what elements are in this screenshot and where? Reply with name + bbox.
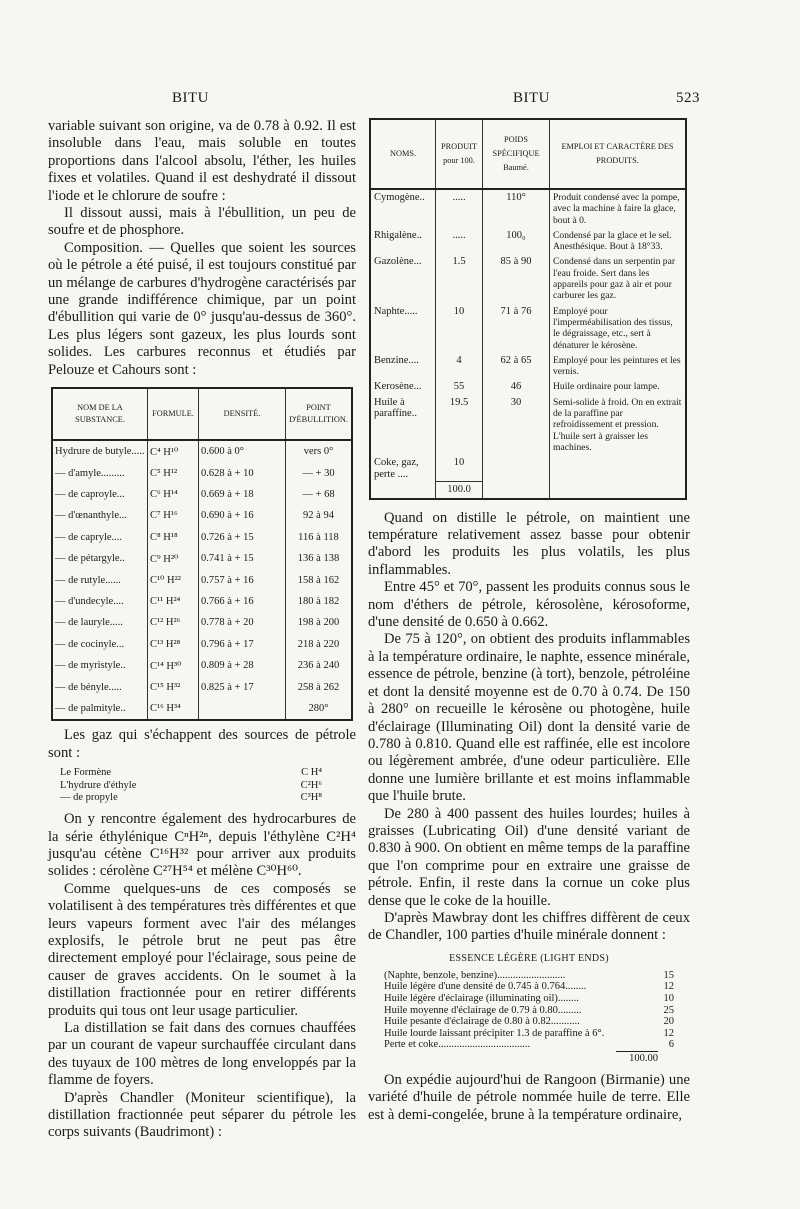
essence-value: 6	[668, 1039, 674, 1051]
paragraph: D'après Chandler (Moniteur scientifique), la distillation fractionnée peut séparer du pétrole les corps suivants (Baudrimont) :	[48, 1089, 356, 1141]
table-cell: Produit condensé avec la pompe, avec la machine à faire la glace, bout à 0.	[553, 192, 680, 226]
table-cell: Benzine....	[370, 353, 436, 380]
table-cell: 258 à 262	[297, 681, 340, 693]
table-cell: 158 à 162	[297, 574, 340, 586]
table-cell: Kerosène...	[370, 379, 436, 394]
table-cell: 0.690 à + 16	[199, 505, 286, 526]
paragraph: Quand on distille le pétrole, on maintient une température relativement assez basse pour obtenir d'abord les produits les plus volatils, les plus inflammables.	[368, 509, 690, 578]
gas-item	[60, 792, 322, 805]
paragraph: Il dissout aussi, mais à l'ébullition, un peu de soufre et de phosphore.	[48, 205, 356, 239]
table-cell: C⁴ H¹⁰	[148, 440, 199, 462]
table-cell	[370, 482, 436, 499]
gas-name: — de propyle	[60, 792, 118, 804]
table-row	[52, 527, 352, 548]
table-cell: 71 à 76	[483, 304, 550, 353]
table-body	[52, 440, 352, 720]
table-cell: — d'amyle.........	[52, 462, 148, 483]
table-row	[52, 440, 352, 462]
table-cell: 0.726 à + 15	[199, 527, 286, 548]
table-cell	[199, 698, 286, 720]
table-row	[370, 228, 686, 255]
paragraph: On y rencontre également des hydrocarbures de la série éthylénique CⁿH²ⁿ, depuis l'éthylène C²H⁴ jusqu'au cétène C¹⁶H³² pour arriver aux produits solides : cérolène C²⁷H⁵⁴ et mélène C³⁰H⁶⁰.	[48, 811, 356, 880]
paragraph: Comme quelques-uns de ces composés se volatilisent à des températures très différentes et que leurs vapeurs forment avec l'air des mélanges explosifs, le pétrole brut ne peut pas être directement employé pour l'éclairage, sous peine de causer de graves accidents. On le soumet à la distillation fractionnée pour en retirer différents produits qui tous ont leur usage particulier.	[48, 880, 356, 1019]
essence-label: Huile légère d'une densité de 0.745 à 0.764........	[384, 981, 587, 993]
table-cell: 0.757 à + 16	[199, 569, 286, 590]
table-body	[370, 189, 686, 499]
table-cell: 0.600 à 0°	[199, 440, 286, 462]
right-column	[368, 118, 690, 1124]
table-cell: 0.766 à + 16	[199, 591, 286, 612]
table-cell: 236 à 240	[297, 660, 340, 672]
running-head-right: BITU	[513, 90, 550, 106]
table-cell: C¹⁶ H³⁴	[148, 698, 199, 720]
paragraph: variable suivant son origine, va de 0.78 à 0.92. Il est insoluble dans l'eau, mais soluble en toutes proportions dans l'alcool absolu, l'éther, les huiles fixes et volatiles. Quand il est deshydraté il dissout l'iode et le chlorure de soufre :	[48, 118, 356, 204]
table-cell: .....	[436, 189, 483, 228]
essence-value: 25	[663, 1004, 674, 1016]
table-cell: 110°	[483, 189, 550, 228]
essence-item	[384, 1016, 674, 1028]
table-cell: — d'œnanthyle...	[52, 505, 148, 526]
essence-item	[384, 970, 674, 982]
running-head-left: BITU	[172, 90, 209, 106]
table-cell: 4	[436, 353, 483, 380]
table-row	[370, 254, 686, 303]
paragraph: D'après Mawbray dont les chiffres diffèrent de ceux de Chandler, 100 parties d'huile minérale donnent :	[368, 909, 690, 944]
gas-formula: C²H⁶	[300, 779, 322, 791]
table-cell: C¹⁵ H³²	[148, 676, 199, 697]
table-row	[370, 395, 686, 455]
table-total: 100.0	[436, 482, 483, 499]
table-cell: 0.825 à + 17	[199, 676, 286, 697]
table-cell	[483, 482, 550, 499]
gas-formula: C³H⁸	[300, 792, 322, 804]
essence-value: 12	[663, 981, 674, 993]
table-cell: C¹⁴ H³⁰	[148, 655, 199, 676]
paragraph: Les gaz qui s'échappent des sources de pétrole sont :	[48, 727, 356, 761]
table-cell: 19.5	[436, 395, 483, 455]
table-header: EMPLOI ET CARACTÈRE DES PRODUITS.	[550, 119, 687, 189]
essence-item	[384, 981, 674, 993]
table-cell: Condensé par la glace et le sel. Anesthésique. Bout à 18°33.	[553, 229, 672, 253]
table-row	[52, 548, 352, 569]
table-cell: .....	[436, 228, 483, 255]
table-row	[52, 462, 352, 483]
table-cell: — de cocinyle...	[52, 634, 148, 655]
table-cell: 10	[436, 455, 483, 482]
table-cell: C¹² H²⁶	[148, 612, 199, 633]
page-number: 523	[676, 90, 700, 106]
table-cell: C⁵ H¹²	[148, 462, 199, 483]
table-cell: vers 0°	[303, 446, 334, 458]
essence-label: Huile pesante d'éclairage de 0.80 à 0.82...........	[384, 1016, 580, 1028]
table-cell: C⁶ H¹⁴	[148, 484, 199, 505]
paragraph: La distillation se fait dans des cornues chauffées par un courant de vapeur surchauffée circulant dans des tuyaux de 100 mètres de long enveloppés par la flamme de foyers.	[48, 1019, 356, 1089]
table-cell: Employé pour les peintures et les vernis.	[553, 354, 681, 378]
table-header: POIDS SPÉCIFIQUE Baumé.	[483, 119, 550, 189]
left-column	[48, 118, 356, 1142]
essence-value: 20	[663, 1016, 674, 1028]
table-cell: 0.628 à + 10	[199, 462, 286, 483]
table-cell: — + 30	[302, 467, 335, 479]
gas-item	[60, 780, 322, 793]
table-row	[52, 505, 352, 526]
table-cell: Gazolène...	[370, 254, 436, 303]
paragraph: On expédie aujourd'hui de Rangoon (Birmanie) une variété d'huile de pétrole nommée huile de terre. Elle est à demi-congelée, brune à la température ordinaire,	[368, 1071, 690, 1123]
essence-label: Huile lourde laissant précipiter 1.3 de paraffine à 6°.	[384, 1027, 605, 1039]
table-cell: 92 à 94	[303, 510, 334, 522]
table-cell: — de pétargyle..	[52, 548, 148, 569]
hydrocarbon-table	[51, 387, 353, 721]
essence-value: 10	[663, 992, 674, 1004]
essence-item	[384, 1039, 674, 1051]
table-cell: 136 à 138	[297, 553, 340, 565]
table-cell: 0.741 à + 15	[199, 548, 286, 569]
table-cell: C⁸ H¹⁸	[148, 527, 199, 548]
paragraph: De 280 à 400 passent des huiles lourdes; huiles à graisses (Lubricating Oil) d'une densité variant de 0.830 à 900. On obtient en même temps de la paraffine que l'on comprime pour en extraire une graisse de pétrole. Enfin, il reste dans la cornue un coke plus dense que le coke de la houille.	[368, 805, 690, 909]
table-cell: 10	[436, 304, 483, 353]
table-cell: 0.669 à + 18	[199, 484, 286, 505]
table-cell: — de rutyle......	[52, 569, 148, 590]
table-row	[370, 353, 686, 380]
table-header: POINT D'ÉBULLITION.	[286, 388, 353, 440]
table-row	[52, 569, 352, 590]
table-cell	[483, 455, 550, 482]
table-header: NOM DE LA SUBSTANCE.	[52, 388, 148, 440]
essence-total: 100.00	[616, 1051, 658, 1064]
essence-item	[384, 993, 674, 1005]
table-cell: Employé pour l'imperméabilisation des tissus, le dégraissage, etc., sert à dénaturer le kérosène.	[553, 305, 673, 351]
table-cell	[550, 482, 687, 499]
table-cell: 0.809 à + 28	[199, 655, 286, 676]
table-cell: 62 à 65	[483, 353, 550, 380]
table-cell: — + 68	[302, 489, 335, 501]
table-cell: C¹⁰ H²²	[148, 569, 199, 590]
table-cell: C⁹ H²⁰	[148, 548, 199, 569]
table-cell: 1.5	[436, 254, 483, 303]
essence-value: 15	[663, 969, 674, 981]
essence-label: Perte et coke...................................	[384, 1039, 531, 1051]
table-header: DENSITÉ.	[199, 388, 286, 440]
table-cell: 180 à 182	[297, 596, 340, 608]
table-cell: 55	[436, 379, 483, 394]
table-row	[52, 591, 352, 612]
table-cell: Semi-solide à froid. On en extrait de la paraffine par refroidissement et pression. L'huile sert à graisser les machines.	[553, 396, 682, 453]
table-row	[370, 189, 686, 228]
table-row	[52, 484, 352, 505]
table-cell: — de caproyle...	[52, 484, 148, 505]
essence-label: Huile légère d'éclairage (illuminating oil)........	[384, 992, 579, 1004]
table-cell: 0.796 à + 17	[199, 634, 286, 655]
table-cell: — de capryle....	[52, 527, 148, 548]
table-cell: 30	[483, 395, 550, 455]
table-cell: 46	[483, 379, 550, 394]
table-cell: 280°	[308, 702, 329, 714]
table-cell: — d'undecyle....	[52, 591, 148, 612]
table-cell: Huile à paraffine..	[370, 395, 436, 455]
essence-title: ESSENCE LÉGÈRE (LIGHT ENDS)	[449, 952, 609, 964]
table-cell: 100₀	[483, 228, 550, 255]
table-cell: C⁷ H¹⁶	[148, 505, 199, 526]
table-cell: 218 à 220	[297, 638, 340, 650]
table-cell: 116 à 118	[298, 531, 339, 543]
table-cell: — de palmityle..	[52, 698, 148, 720]
essence-item	[384, 1028, 674, 1040]
table-cell: Rhigalène..	[370, 228, 436, 255]
gas-list	[60, 767, 322, 805]
table-cell	[550, 455, 687, 482]
table-cell: C¹³ H²⁸	[148, 634, 199, 655]
table-row	[52, 612, 352, 633]
essence-label: Huile moyenne d'éclairage de 0.79 à 0.80.........	[384, 1004, 582, 1016]
table-cell: Coke, gaz, perte ....	[370, 455, 436, 482]
gas-name: L'hydrure d'éthyle	[60, 779, 137, 791]
table-cell: C¹¹ H²⁴	[148, 591, 199, 612]
paragraph: Composition. — Quelles que soient les sources où le pétrole a été puisé, il est toujours constitué par un mélange de carbures d'hydrogène caractérisés par une grande indifférence chimique, par un point d'ébullition qui varie de 0° jusqu'au-dessus de 360°. Les plus légers sont gazeux, les plus lourds sont solides. Les carbures reconnus et étudiés par Pelouze et Cahours sont :	[48, 239, 356, 378]
essence-label: (Naphte, benzole, benzine)..........................	[384, 969, 566, 981]
table-cell: 198 à 200	[297, 617, 340, 629]
table-cell: — de myristyle..	[52, 655, 148, 676]
table-row	[52, 676, 352, 697]
table-cell: Cymogène..	[370, 189, 436, 228]
table-row	[370, 304, 686, 353]
table-row	[52, 698, 352, 720]
table-header: NOMS.	[370, 119, 436, 189]
table-total-row	[370, 482, 686, 499]
table-header: FORMULE.	[148, 388, 199, 440]
gas-item	[60, 767, 322, 780]
table-cell: Condensé dans un serpentin par l'eau froide. Sert dans les appareils pour gaz à air et pour carburer les gaz.	[553, 256, 676, 302]
gas-name: Le Formène	[60, 766, 112, 778]
table-cell: Huile ordinaire pour lampe.	[553, 381, 660, 393]
paragraph: Entre 45° et 70°, passent les produits connus sous le nom d'éthers de pétrole, kérosolène, kérosoforme, d'une densité de 0.650 à 0.662.	[368, 579, 690, 631]
table-cell: — de bényle.....	[52, 676, 148, 697]
table-cell: 85 à 90	[483, 254, 550, 303]
table-row	[370, 379, 686, 394]
essence-item	[384, 1005, 674, 1017]
table-cell: — de lauryle.....	[52, 612, 148, 633]
table-header: PRODUIT pour 100.	[436, 119, 483, 189]
table-row	[52, 634, 352, 655]
table-row	[370, 455, 686, 482]
table-cell: Hydrure de butyle.....	[52, 440, 148, 462]
table-cell: 0.778 à + 20	[199, 612, 286, 633]
essence-value: 12	[663, 1027, 674, 1039]
table-cell: Naphte.....	[370, 304, 436, 353]
table-row	[52, 655, 352, 676]
paragraph: De 75 à 120°, on obtient des produits inflammables à la température ordinaire, le naphte, essence minérale, essence de pétrole, benzine (à tort), benzole, pétroléine et dont la densité moyenne est de 0.70 à 0.74. De 150 à 280° on recueille le kérosène ou photogène, huile d'éclairage (Illuminating Oil) dont la densité varie de 0.780 à 0.810. Quand elle est raffinée, elle est incolore ou légèrement ambrée, d'une odeur particulière. Elle donne une lumière brillante et est moins inflammable que l'huile brute.	[368, 631, 690, 805]
essence-list	[384, 970, 674, 1051]
gas-formula: C H⁴	[301, 766, 322, 778]
distillation-table	[369, 118, 687, 500]
